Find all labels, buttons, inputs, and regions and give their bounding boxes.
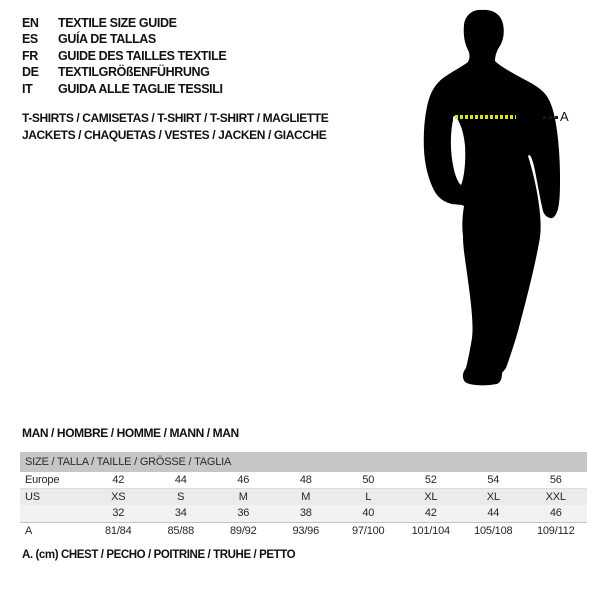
language-code: ES [22,32,38,47]
language-code: DE [22,65,39,80]
size-cell: 81/84 [104,525,132,537]
size-cell: 97/100 [352,525,385,537]
table-row-us [20,488,587,505]
measure-leader-dashes [543,116,559,119]
size-cell: 38 [299,507,312,519]
row-label: US [25,491,40,503]
measure-label-a: A [560,109,569,124]
category-titles [22,110,328,144]
man-silhouette [398,0,598,410]
row-label: A [25,525,33,537]
size-cell: M [301,491,311,503]
language-text: TEXTILE SIZE GUIDE [58,16,177,30]
size-cell: 36 [237,507,250,519]
size-table [20,452,587,539]
size-cell: 34 [174,507,187,519]
row-label: Europe [25,474,60,486]
measurement-footnote: A. (cm) CHEST / PECHO / POITRINE / TRUHE / PETTO [22,549,296,561]
size-cell: 109/112 [536,525,575,537]
size-cell: 101/104 [411,525,450,537]
chest-measure-dashes [455,115,516,119]
table-row-europe [20,472,587,488]
language-guide [22,15,226,97]
language-code: FR [22,48,38,63]
size-cell: 44 [174,474,187,486]
language-row [22,15,226,31]
language-row [22,48,226,64]
size-cell: 54 [487,474,500,486]
table-row-numeric [20,505,587,522]
size-cell: XL [424,491,438,503]
language-row [22,31,226,47]
size-cell: 42 [424,507,437,519]
size-cell: 42 [112,474,125,486]
size-cell: 46 [237,474,250,486]
size-cell: 85/88 [167,525,195,537]
section-title-man: MAN / HOMBRE / HOMME / MANN / MAN [22,426,239,440]
row-label [20,505,87,522]
size-cell: 46 [549,507,562,519]
size-cell: 40 [362,507,375,519]
language-text: GUÍA DE TALLAS [58,32,156,47]
size-cell: XS [111,491,126,503]
category-line-tshirts: T-SHIRTS / CAMISETAS / T-SHIRT / T-SHIRT / MAGLIETTE [22,111,329,125]
table-row-chest-a [20,522,587,539]
language-code: EN [22,16,39,30]
size-cell: 105/108 [474,525,513,537]
size-cell: 52 [424,474,437,486]
size-cell: S [177,491,185,503]
size-cell: 89/92 [229,525,257,537]
language-text: TEXTILGRÖßENFÜHRUNG [58,65,210,80]
size-table-header: SIZE / TALLA / TAILLE / GRÖSSE / TAGLIA [20,452,587,472]
category-line-jackets: JACKETS / CHAQUETAS / VESTES / JACKEN / GIACCHE [22,128,327,142]
language-code: IT [22,81,33,96]
size-cell: 48 [299,474,312,486]
size-cell: M [238,491,248,503]
size-cell: 50 [362,474,375,486]
size-cell: 93/96 [292,525,320,537]
size-cell: XXL [545,491,566,503]
size-figure [398,0,598,410]
language-row [22,81,226,97]
language-text: GUIDA ALLE TAGLIE TESSILI [58,81,223,96]
language-text: GUIDE DES TAILLES TEXTILE [58,48,227,63]
size-cell: XL [486,491,500,503]
size-cell: 32 [112,507,125,519]
language-row [22,64,226,80]
size-cell: L [365,491,372,503]
size-cell: 56 [549,474,562,486]
size-cell: 44 [487,507,500,519]
